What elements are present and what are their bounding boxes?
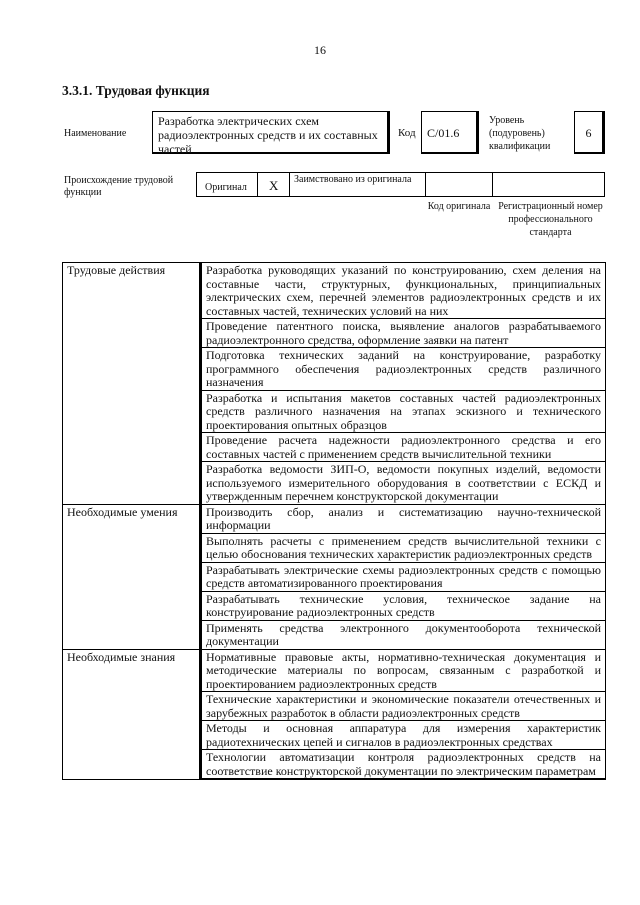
code-label: Код <box>398 127 416 139</box>
origin-cell-original <box>197 173 258 196</box>
knowledge-item: Технологии автоматизации контроля радиоэлектронных средств на соответствие конструкторской документации по электрическим параметрам <box>201 750 606 780</box>
actions-item: Разработка ведомости ЗИП-О, ведомости покупных изделий, ведомости используемого измерительного оборудования в соответствии с ЕСКД и утвержденным перечнем конструкторской документации <box>201 462 606 505</box>
skills-item: Применять средства электронного документооборота технической документации <box>201 620 606 649</box>
page-number: 16 <box>314 43 326 57</box>
knowledge-item: Нормативные правовые акты, нормативно-техническая документация и методические материалы по вопросам, связанным с разработкой и проектированием радиоэлектронных средств <box>201 649 606 692</box>
skills-item: Разрабатывать технические условия, техническое задание на конструирование радиоэлектронных средств <box>201 591 606 620</box>
skills-item: Выполнять расчеты с применением средств вычислительной техники с целью обоснования технических характеристик радиоэлектронных средств <box>201 533 606 562</box>
actions-item: Проведение расчета надежности радиоэлектронного средства и его составных частей с применением средств вычислительной техники <box>201 433 606 462</box>
skills-label: Необходимые умения <box>63 504 201 649</box>
function-table <box>62 262 606 780</box>
knowledge-label: Необходимые знания <box>63 649 201 779</box>
actions-item: Подготовка технических заданий на конструирование, разработку программного обеспечения радиоэлектронных средств различного назначения <box>201 348 606 391</box>
code-original-caption: Код оригинала <box>427 201 491 212</box>
borrowed-label: Заимствовано из оригинала <box>294 174 412 185</box>
section-title: 3.3.1. Трудовая функция <box>62 83 210 98</box>
level-label-line-2: (подуровень) <box>489 128 545 139</box>
skills-item: Производить сбор, анализ и систематизацию научно-технической информации <box>201 504 606 533</box>
original-mark: X <box>269 178 279 193</box>
table-row <box>63 649 606 692</box>
level-label-line-1: Уровень <box>489 115 525 126</box>
origin-cell-mark <box>258 173 290 196</box>
origin-cell-borrowed <box>290 173 426 196</box>
level-label <box>489 114 550 153</box>
origin-cell-reg <box>493 173 604 196</box>
actions-item: Проведение патентного поиска, выявление аналогов разрабатываемого радиоэлектронного средства, оформление заявки на патент <box>201 319 606 348</box>
name-label: Наименование <box>64 128 127 139</box>
registration-number-caption: Регистрационный номер профессионального стандарта <box>498 201 603 238</box>
knowledge-item: Методы и основная аппаратура для измерения характеристик радиотехнических цепей и сигналов в радиоэлектронных средствах <box>201 721 606 750</box>
level-label-line-3: квалификации <box>489 141 551 152</box>
name-value: Разработка электрических схем радиоэлектронных средств и их составных частей <box>152 111 390 154</box>
original-label: Оригинал <box>205 182 247 193</box>
skills-item: Разрабатывать электрические схемы радиоэлектронных средств с помощью средств автоматизированного проектирования <box>201 562 606 591</box>
code-value: C/01.6 <box>421 111 479 154</box>
actions-item: Разработка руководящих указаний по конструированию, схем деления на составные части, структурных, функциональных, принципиальных электрических схем, перечней элементов радиоэлектронных средств и их составных частей, технических условий на них <box>201 263 606 319</box>
actions-item: Разработка и испытания макетов составных частей радиоэлектронных средств различного назначения на этапах эскизного и технического проектирования опытных образцов <box>201 390 606 433</box>
level-value: 6 <box>574 111 605 154</box>
function-table-body <box>63 263 606 780</box>
origin-cell-code <box>426 173 493 196</box>
knowledge-item: Технические характеристики и экономические показатели отечественных и зарубежных разработок в области радиоэлектронных средств <box>201 692 606 721</box>
table-row <box>63 263 606 319</box>
origin-grid <box>196 172 605 197</box>
actions-label: Трудовые действия <box>63 263 201 505</box>
table-row <box>63 504 606 533</box>
origin-label: Происхождение трудовой функции <box>64 175 174 198</box>
